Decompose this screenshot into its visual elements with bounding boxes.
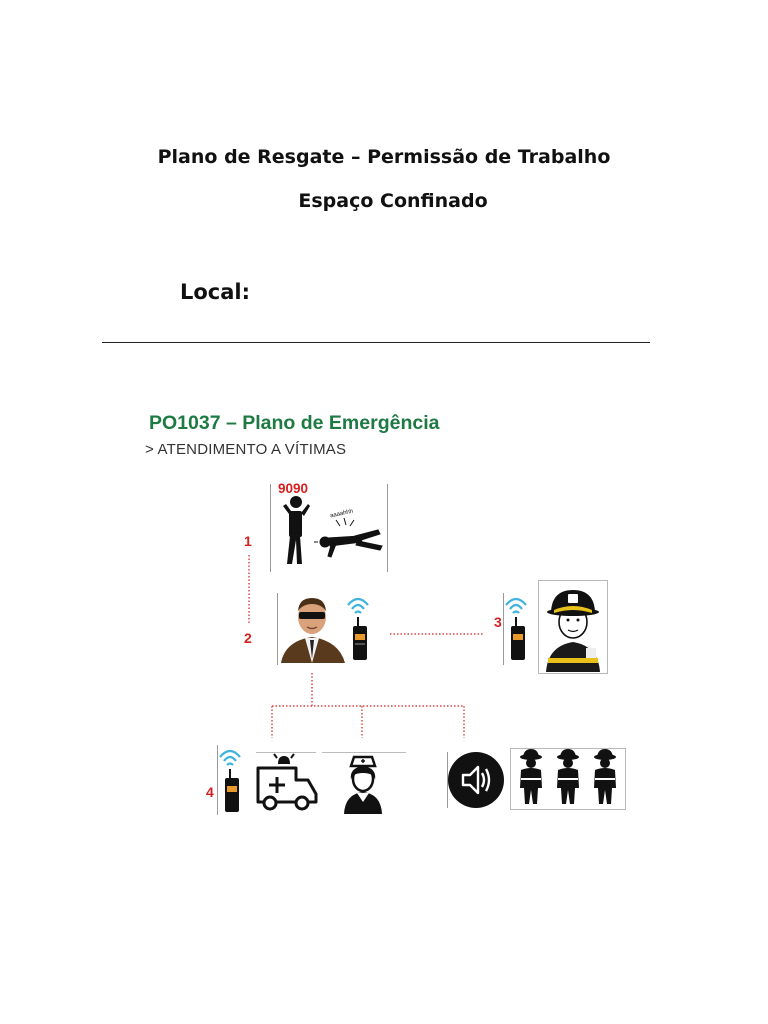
step-number-1: 1 [244, 533, 252, 549]
ambulance-icon [254, 752, 320, 814]
document-subtitle: Espaço Confinado [298, 190, 488, 212]
step-number-4: 4 [206, 784, 214, 800]
section-heading: > ATENDIMENTO A VÍTIMAS [145, 441, 347, 458]
firefighter-figure-1 [520, 749, 542, 804]
radio-icon [217, 745, 247, 815]
local-label: Local: [180, 280, 251, 304]
fire-brigade-icon [510, 748, 626, 810]
radio-icon [345, 593, 375, 663]
nurse-top-rule [322, 752, 406, 753]
nurse-icon [340, 754, 386, 816]
emergency-number: 9090 [278, 481, 309, 496]
radio-icon [503, 593, 533, 663]
firefighter-figure-3 [594, 749, 616, 804]
victim-sound-text: aaaahhh [329, 508, 354, 520]
firefighter-figure-2 [557, 749, 579, 804]
speaker-icon [447, 752, 505, 810]
fallen-victim-icon [270, 484, 388, 574]
step-number-2: 2 [244, 630, 252, 646]
procedure-title: PO1037 – Plano de Emergência [149, 412, 440, 434]
firefighter-icon [538, 580, 608, 674]
document-title: Plano de Resgate – Permissão de Trabalho [157, 146, 611, 168]
step-number-3: 3 [494, 614, 502, 630]
security-guard-icon [277, 593, 347, 665]
